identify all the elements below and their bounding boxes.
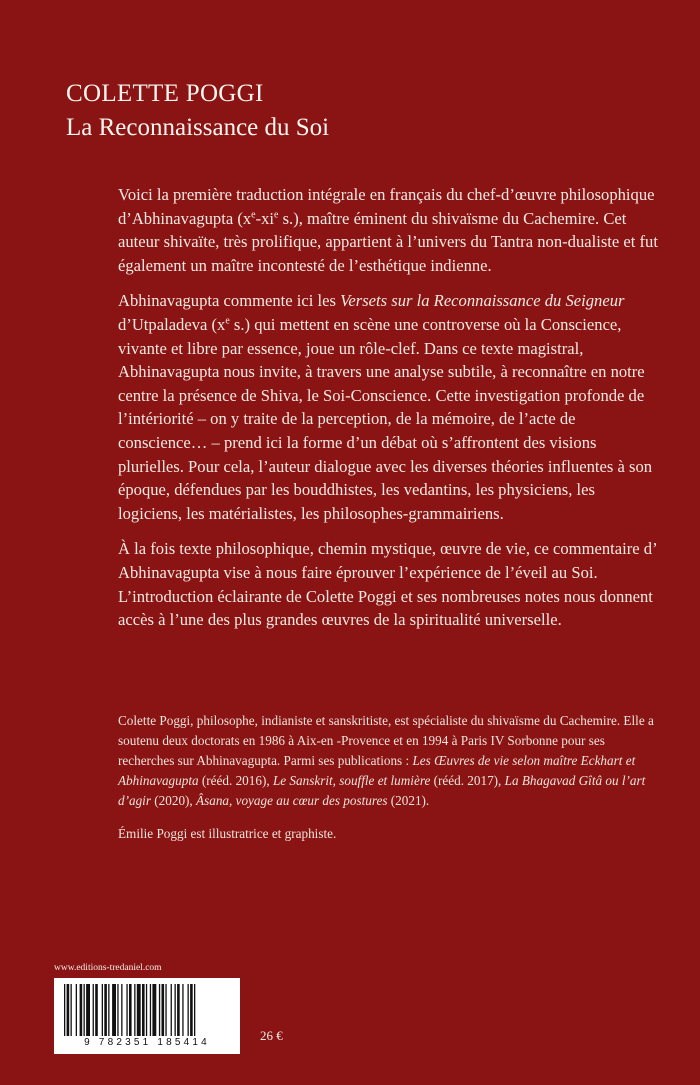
- barcode-bar: [112, 984, 116, 1036]
- barcode-bar: [86, 984, 90, 1036]
- barcode-bar: [162, 984, 165, 1036]
- barcode-bar: [93, 984, 94, 1036]
- barcode-bar: [76, 984, 77, 1036]
- book-title: La Reconnaissance du Soi: [66, 114, 330, 141]
- barcode-bar: [177, 984, 180, 1036]
- description-paragraph-3: À la fois texte philosophique, chemin mystique, œuvre de vie, ce commentaire d’ Abhinavagupta vise à nous faire éprouver l’expérience de l’éveil au Soi. L’introduction éclairante de Colette Poggi et ses nombreuses notes nous donnent accès à l’une des plus grandes œuvres de la spiritualité universelle.: [118, 539, 657, 630]
- description-paragraph-2: Abhinavagupta commente ici les Versets sur la Reconnaissance du Seigneur d’Utpaladeva ($x^e$ s.) qui mettent en scène une controverse où la Conscience, vivante et libre par essence, joue un rôle-clef. Dans ce texte magistral, Abhinavagupta nous invite, à travers une analyse subtile, à reconnaître en notre centre la présence de Shiva, le Soi-Conscience. Cette investigation profonde de l’intériorité – on y traite de la perception, de la mémoire, de l’acte de conscience… – prend ici la forme d’un débat où s’affrontent des visions plurielles. Pour cela, l’auteur dialogue avec les diverses théories influentes à son époque, défendues par les bouddhistes, les vedantins, les physiciens, les logiciens, les matérialistes, les philosophes-grammairiens.: [118, 291, 653, 523]
- barcode-bar: [104, 984, 107, 1036]
- description-paragraph-1: Voici la première traduction intégrale en français du chef-d’œuvre philosophique d’Abhinavagupta ($x^e-xi^e$ s.), maître éminent du shivaïsme du Cachemire. Cet auteur shivaïte, très prolifique, appartient à l’univers du Tantra non-dualiste et fut également un maître incontesté de l’esthétique indienne.: [118, 185, 658, 275]
- barcode-bar: [150, 984, 151, 1036]
- author-bio: [118, 711, 658, 857]
- publisher-website: www.editions-tredaniel.com: [54, 963, 162, 973]
- barcode-bar: [171, 984, 172, 1036]
- barcode-bar: [188, 984, 189, 1036]
- barcode-bar: [84, 984, 85, 1036]
- barcode-bar: [71, 984, 72, 1036]
- barcode-bar: [67, 984, 70, 1036]
- barcode-bar: [142, 984, 145, 1036]
- description-text: [118, 183, 658, 644]
- barcode-bar: [126, 984, 127, 1036]
- price: 26 €: [260, 1028, 283, 1043]
- isbn-digits: 9 782351 185414: [84, 1037, 210, 1048]
- barcode-bar: [64, 984, 65, 1036]
- barcode-bar: [117, 984, 118, 1036]
- barcode-bar: [80, 984, 83, 1036]
- barcode-bar: [165, 984, 166, 1036]
- barcode-bar: [121, 984, 122, 1036]
- barcode-bar: [108, 984, 109, 1036]
- barcode-bar: [134, 984, 135, 1036]
- author-bio-paragraph: Colette Poggi, philosophe, indianiste et sanskritiste, est spécialiste du shivaïsme du Cachemire. Elle a soutenu deux doctorats en 1986 à Aix-en -Provence et en 1994 à Paris IV Sorbonne pour ses recherches sur Abhinavagupta. Parmi ses publications : Les Œuvres de vie selon maître Eckhart et Abhinavagupta (rééd. 2016), Le Sanskrit, souffle et lumière (rééd. 2017), La Bhagavad Gîtâ ou l’art d’agir (2020), Âsana, voyage au cœur des postures (2021).: [118, 713, 654, 808]
- barcode: [54, 978, 240, 1054]
- barcode-bar: [146, 984, 147, 1036]
- barcode-bar: [194, 984, 195, 1036]
- barcode-bar: [137, 984, 141, 1036]
- illustrator-note: Émilie Poggi est illustratrice et graphiste.: [118, 826, 337, 841]
- barcode-bar: [95, 984, 98, 1036]
- barcode-bar: [129, 984, 132, 1036]
- barcode-bar: [190, 984, 193, 1036]
- barcode-bar: [182, 984, 183, 1036]
- barcode-bar: [152, 984, 156, 1036]
- barcode-bar: [159, 984, 160, 1036]
- barcode-bar: [102, 984, 103, 1036]
- barcode-bar: [175, 984, 176, 1036]
- author-name: COLETTE POGGI: [66, 80, 264, 107]
